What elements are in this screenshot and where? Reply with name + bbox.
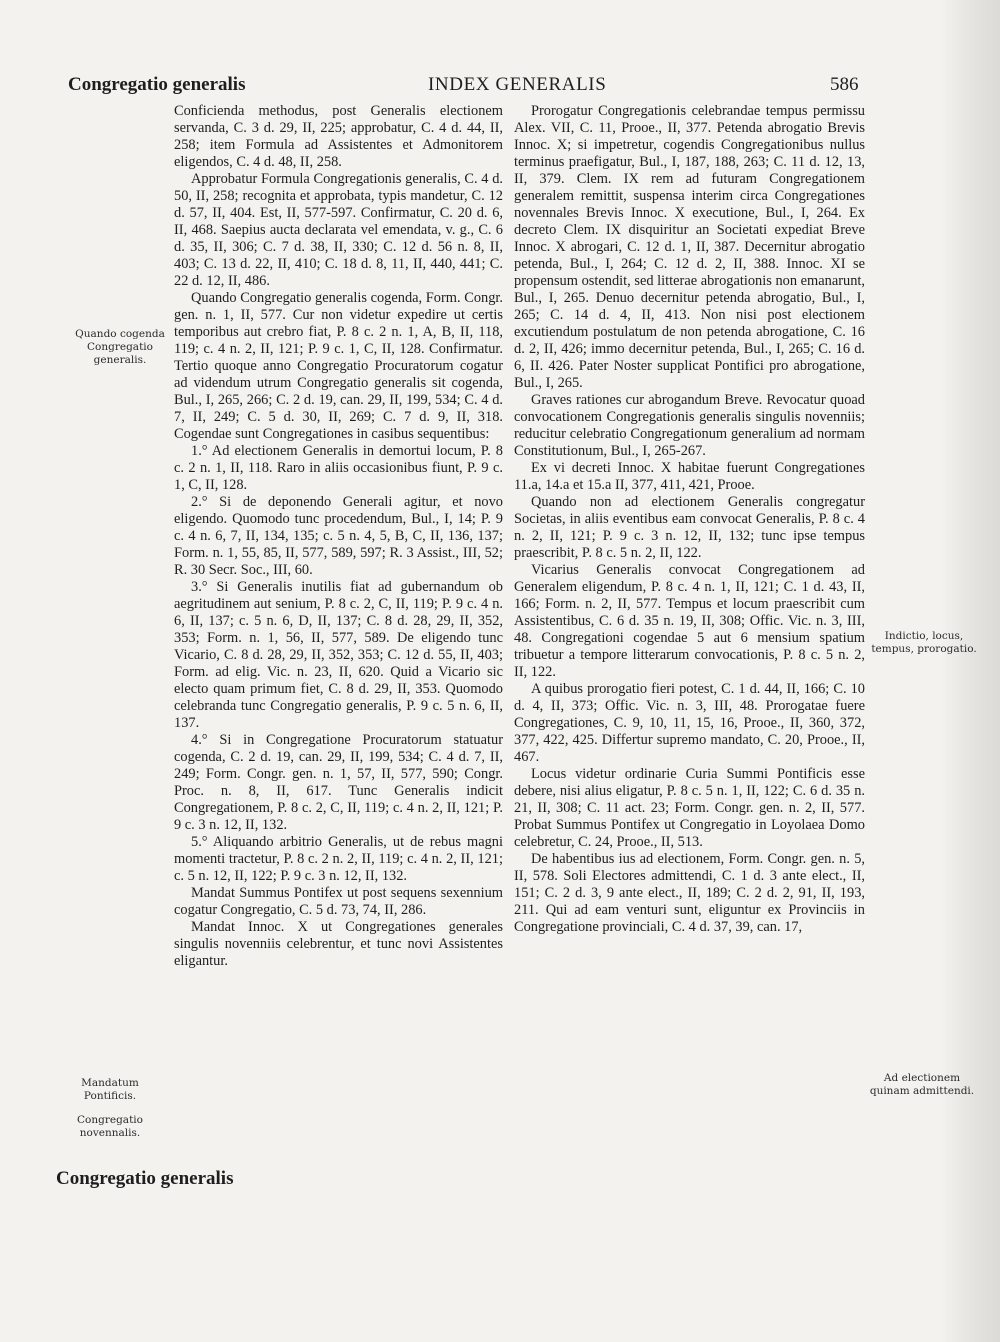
paragraph: 2.° Si de deponendo Generali agitur, et novo eligendo. Quomodo tunc procedendum, Bul., I, 14; P. 9 c. 4 n. 6, 7, II, 134, 135; c. 5 n. 4, 5, B, C, II, 136, 137; Form. n. 1, 55, 85, II, 577, 589, 597; R. 3 Assist., III, 52; R. 30 Secr. Soc., III, 60.	[174, 494, 503, 578]
margin-note-indictio: Indictio, locus, tempus, prorogatio.	[871, 630, 977, 655]
margin-note-quando: Quando cogenda Congregatio generalis.	[75, 328, 165, 366]
paragraph: Mandat Innoc. X ut Congregationes generales singulis novenniis celebrentur, et tunc novi Assistentes eligantur.	[174, 919, 503, 969]
footer-heading: Congregatio generalis	[56, 1168, 234, 1189]
right-column	[514, 103, 865, 936]
margin-note-novennalis: Congregatio novennalis.	[77, 1114, 143, 1139]
paragraph: Prorogatur Congregationis celebrandae tempus permissu Alex. VII, C. 11, Prooe., II, 377. Petenda abrogatio Brevis Innoc. X; si impetretur, cogendis Congregationibus nullus terminus praefigatur, Bul., I, 187, 188, 263; C. 11 d. 12, 13, II, 379. Clem. IX rem ad futuram Congregationem generalem remittit, suspensa interim circa Congregationes novennales Brevis Innoc. X executione, Bul., I, 264. Ex decreto Clem. IX disquiritur an Societati expediat Breve Innoc. X abrogari, C. 12 d. 1, II, 387. Decernitur abrogatio petenda, Bul., I, 264; C. 12 d. 2, II, 388. Innoc. XI se propensum ostendit, sed litterae abrogationis non emanarunt, Bul., I, 265. Denuo decernitur petenda abrogatio, Bul., I, 265; C. 14 d. 4, II, 413. Non nisi post electionem excutiendum postulatum de non petenda abrogatione, C. 16 d. 2, II, 426; immo decernitur petenda, Bul., I, 265; C. 16 d. 6, II. 426. Pater Noster supplicat Pontifici pro abrogatione, Bul., I, 265.	[514, 103, 865, 391]
page-number: 586	[830, 74, 859, 95]
running-head-left: Congregatio generalis	[68, 74, 246, 95]
page-edge-shadow	[940, 0, 1000, 1342]
paragraph: Conficienda methodus, post Generalis electionem servanda, C. 3 d. 29, II, 225; approbatur, C. 4 d. 44, II, 258; item Formula ad Assistentes et Admonitorem eligendos, C. 4 d. 48, II, 258.	[174, 103, 503, 170]
paragraph: 1.° Ad electionem Generalis in demortui locum, P. 8 c. 2 n. 1, II, 118. Raro in aliis occasionibus fiunt, P. 9 c. 1, C, II, 128.	[174, 443, 503, 493]
paragraph: 5.° Aliquando arbitrio Generalis, ut de rebus magni momenti tractetur, P. 8 c. 2 n. 2, II, 119; c. 4 n. 2, II, 121; c. 5 n. 12, II, 122; P. 9 c. 3 n. 12, II, 132.	[174, 834, 503, 884]
margin-note-admittendi: Ad electionem quinam admittendi.	[869, 1072, 975, 1097]
paragraph: A quibus prorogatio fieri potest, C. 1 d. 44, II, 166; C. 10 d. 4, II, 373; Offic. Vic. n. 3, III, 48. Prorogatae fuere Congregationes, C. 9, 10, 11, 15, 16, Prooe., II, 360, 372, 377, 422, 425. Differtur supremo mandato, C. 20, Prooe., II, 467.	[514, 681, 865, 765]
margin-note-mandatum: Mandatum Pontificis.	[81, 1077, 139, 1102]
paragraph: Quando non ad electionem Generalis congregatur Societas, in aliis eventibus eam convocat Generalis, P. 8 c. 4 n. 2, II, 121; P. 9 c. 3 n. 12, II, 132; tunc ipse tempus praescribit, P. 8 c. 5 n. 2, II, 122.	[514, 494, 865, 561]
paragraph: Approbatur Formula Congregationis generalis, C. 4 d. 50, II, 258; recognita et approbata, typis mandetur, C. 12 d. 57, II, 404. Est, II, 577-597. Confirmatur, C. 20 d. 6, II, 468. Saepius aucta declarata vel emendata, v. g., C. 6 d. 35, II, 306; C. 7 d. 38, II, 330; C. 12 d. 56 n. 8, II, 403; C. 13 d. 22, II, 410; C. 18 d. 8, 11, II, 440, 441; C. 22 d. 12, II, 486.	[174, 171, 503, 289]
paragraph: 3.° Si Generalis inutilis fiat ad gubernandum ob aegritudinem aut senium, P. 8 c. 2, C, II, 119; P. 9 c. 4 n. 6, II, 137; c. 5 n. 6, D, II, 137; C. 8 d. 28, 29, II, 352, 353; Form. n. 1, 56, II, 577, 589. De eligendo tunc Vicario, C. 8 d. 28, 29, II, 352, 353; C. 12 d. 55, II, 403; Form. ad elig. Vic. n. 23, II, 620. Quid a Vicario sic electo quam primum fiet, C. 8 d. 29, II, 353. Quomodo celebranda tunc Congregatio generalis, P. 9 c. 5 n. 6, II, 137.	[174, 579, 503, 731]
paragraph: Ex vi decreti Innoc. X habitae fuerunt Congregationes 11.a, 14.a et 15.a II, 377, 411, 421, Prooe.	[514, 460, 865, 493]
paragraph: Locus videtur ordinarie Curia Summi Pontificis esse debere, nisi alius eligatur, P. 8 c. 5 n. 1, II, 122; C. 6 d. 35 n. 21, II, 308; C. 11 act. 23; Form. Congr. gen. n. 2, II, 577. Probat Summus Pontifex ut Congregatio in Loyolaea Domo celebretur, C. 24, Prooe., II, 513.	[514, 766, 865, 850]
left-column	[174, 103, 503, 970]
paragraph: 4.° Si in Congregatione Procuratorum statuatur cogenda, C. 2 d. 19, can. 29, II, 199, 534; C. 4 d. 7, II, 249; Form. Congr. gen. n. 1, 57, II, 577, 590; Congr. Proc. n. 8, II, 617. Tunc Generalis indicit Congregationem, P. 8 c. 2, C, II, 119; c. 4 n. 2, II, 121; P. 9 c. 3 n. 12, II, 132.	[174, 732, 503, 833]
paragraph: Mandat Summus Pontifex ut post sequens sexennium cogatur Congregatio, C. 5 d. 73, 74, II, 286.	[174, 885, 503, 918]
paragraph: Quando Congregatio generalis cogenda, Form. Congr. gen. n. 1, II, 577. Cur non videtur expedire ut certis temporibus aut crebro fiat, P. 8 c. 2 n. 1, A, B, II, 118, 119; c. 4 n. 2, II, 121; P. 9 c. 1, C, II, 128. Confirmatur. Tertio quoque anno Congregatio Procuratorum cogatur ad videndum utrum Congregatio generalis sit cogenda, Bul., I, 265, 266; C. 2 d. 19, can. 29, II, 199, 534; C. 4 d. 7, II, 249; C. 5 d. 30, II, 269; C. 7 d. 9, II, 318. Cogendae sunt Congregationes in casibus sequentibus:	[174, 290, 503, 442]
paragraph: De habentibus ius ad electionem, Form. Congr. gen. n. 5, II, 578. Soli Electores admittendi, C. 1 d. 3 ante elect., II, 151; C. 2 d. 3, 9 ante elect., II, 189; C. 2 d. 2, 91, II, 193, 211. Qui ad eam venturi sunt, eliguntur ex Provinciis in Congregatione provinciali, C. 4 d. 37, 39, can. 17,	[514, 851, 865, 935]
paragraph: Vicarius Generalis convocat Congregationem ad Generalem eligendum, P. 8 c. 4 n. 1, II, 121; C. 1 d. 43, II, 166; Form. n. 2, II, 577. Tempus et locum praescribit cum Assistentibus, C. 6 d. 35 n. 19, II, 308; Offic. Vic. n. 3, III, 48. Congregationi cogendae 5 aut 6 mensium spatium tribuetur a tempore litterarum convocationis, P. 8 c. 5 n. 2, II, 122.	[514, 562, 865, 680]
running-head-center: INDEX GENERALIS	[428, 74, 607, 95]
paragraph: Graves rationes cur abrogandum Breve. Revocatur quoad convocationem Congregationis generalis singulis novenniis; reducitur celebratio Congregationum generalium ad normam Constitutionum, Bul., I, 265-267.	[514, 392, 865, 459]
